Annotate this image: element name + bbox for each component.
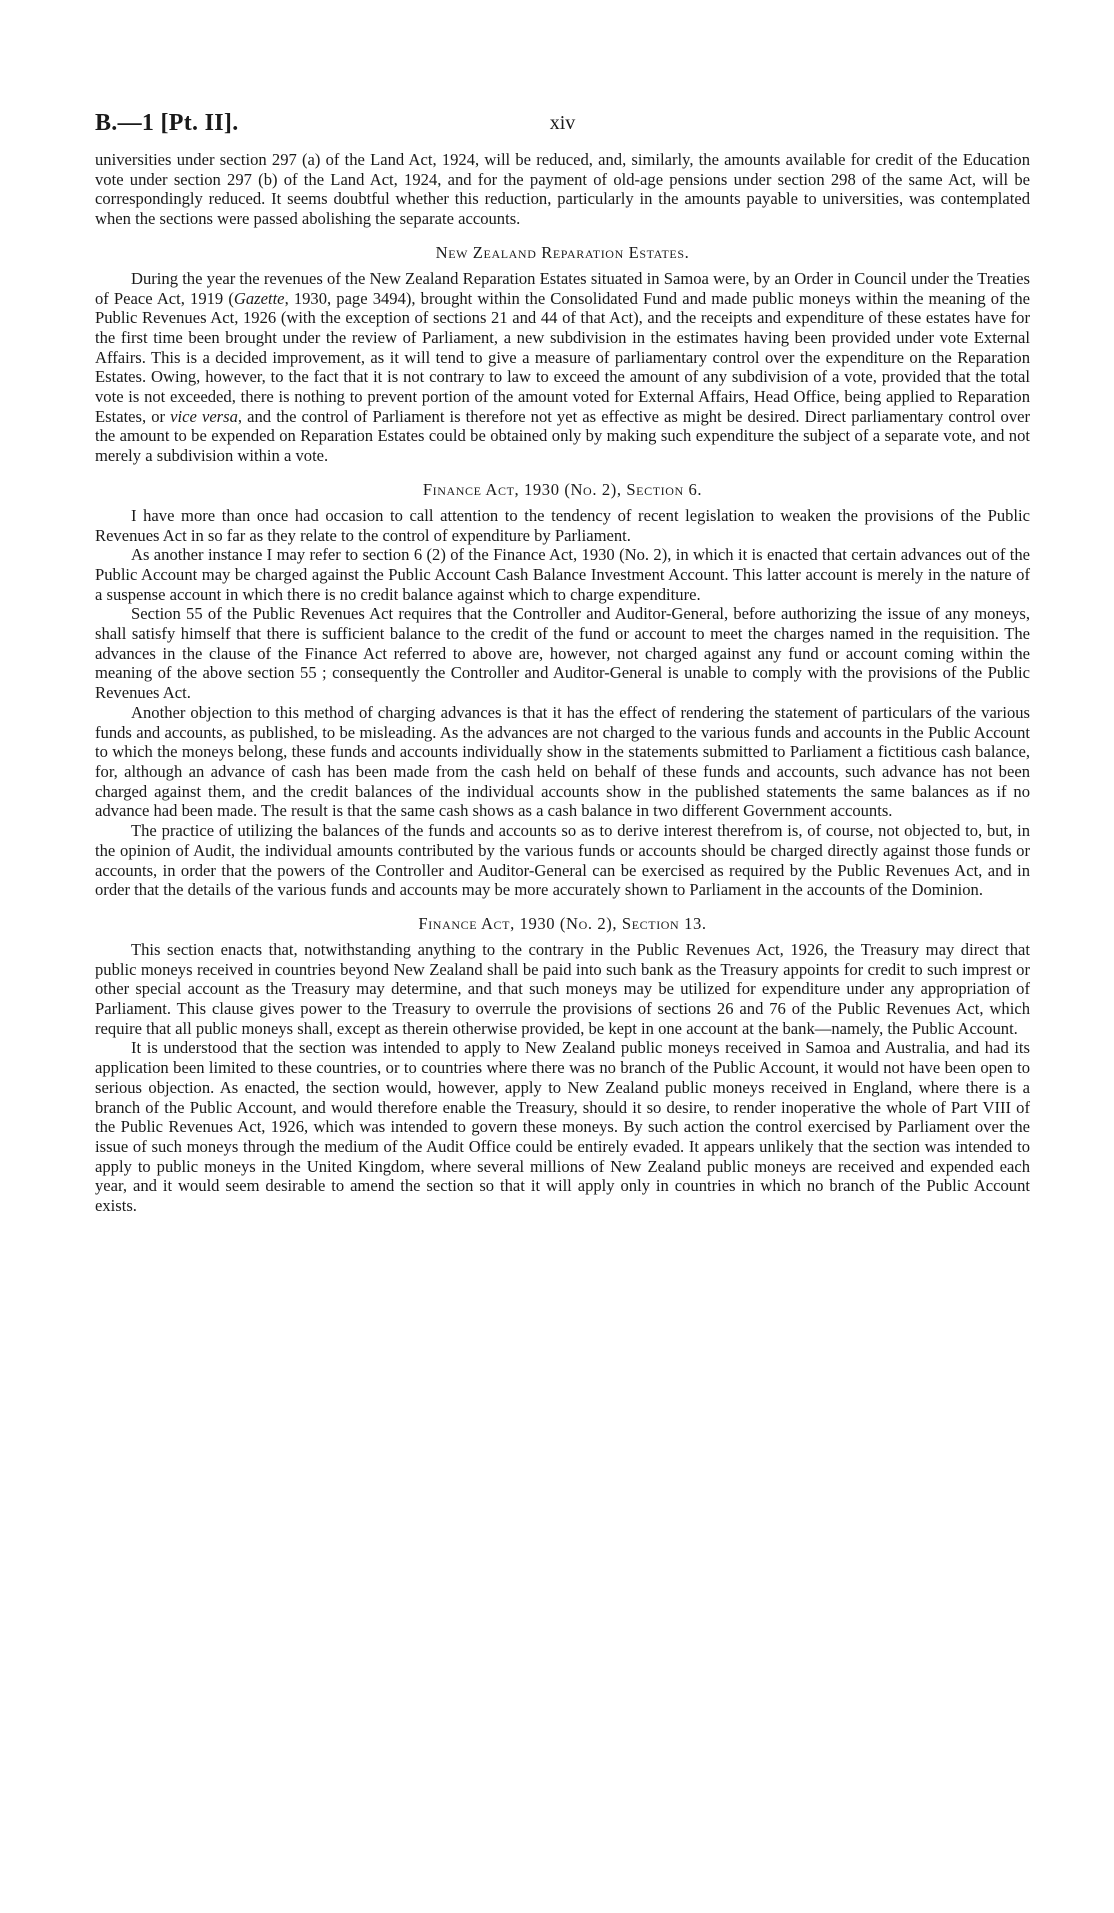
finance-s6-paragraph-5: The practice of utilizing the balances of the funds and accounts so as to derive interest therefrom is, of course, not objected to, but, in the opinion of Audit, the individual amounts contributed by the various funds or accounts should be charged directly against those funds or accounts, in order that the powers of the Controller and Auditor-General can be exercised as required by the Public Revenues Act, and in order that the details of the various funds and accounts may be more accurately shown to Parliament in the accounts of the Dominion. [95,821,1030,900]
section-heading-finance-act-s6: Finance Act, 1930 (No. 2), Section 6. [422,479,703,499]
finance-s6-paragraph-2: As another instance I may refer to section 6 (2) of the Finance Act, 1930 (No. 2), in which it is enacted that certain advances out of the Public Account may be charged against the Public Account Cash Balance Investment Account. This latter account is merely in the nature of a suspense account in which there is no credit balance against which to charge expenditure. [95,545,1030,604]
section-heading-finance-act-s13: Finance Act, 1930 (No. 2), Section 13. [418,913,707,933]
section-heading-reparation-estates: New Zealand Reparation Estates. [435,242,690,262]
finance-s13-paragraph-2: It is understood that the section was intended to apply to New Zealand public moneys received in Samoa and Australia, and had its application been limited to these countries, or to countries where there was no branch of the Public Account, it would not have been open to serious objection. As enacted, the section would, however, apply to New Zealand public moneys received in England, where there is a branch of the Public Account, and would therefore enable the Treasury, should it so desire, to render inoperative the whole of Part VIII of the Public Revenues Act, 1926, which was intended to govern these moneys. By such action the control exercised by Parliament over the issue of such moneys through the medium of the Audit Office could be entirely evaded. It appears unlikely that the section was intended to apply to public moneys in the United Kingdom, where several millions of New Zealand public moneys are received and expended each year, and it would seem desirable to amend the section so that it will apply only in countries in which no branch of the Public Account exists. [95,1038,1030,1216]
finance-s6-paragraph-4: Another objection to this method of charging advances is that it has the effect of rendering the statement of particulars of the various funds and accounts, as published, to be misleading. As the advances are not charged to the various funds and accounts in the Public Account to which the moneys belong, these funds and accounts individually show in the statements submitted to Parliament a fictitious cash balance, for, although an advance of cash has been made from the cash held on behalf of these funds and accounts, such advance has not been charged against them, and the credit balances of the individual accounts show in the published statements the same balances as if no advance had been made. The result is that the same cash shows as a cash balance in two different Government accounts. [95,702,1030,821]
document-reference: B.—1 [Pt. II]. [95,110,239,136]
finance-s13-paragraph-1: This section enacts that, notwithstanding anything to the contrary in the Public Revenues Act, 1926, the Treasury may direct that public moneys received in countries beyond New Zealand shall be paid into such bank as the Treasury appoints for credit to such imprest or other special account as the Treasury may determine, and that such moneys may be utilized for expenditure under any appropriation of Parliament. This clause gives power to the Treasury to overrule the provisions of sections 26 and 76 of the Public Revenues Act, which require that all public moneys shall, except as therein otherwise provided, be kept in one account at the bank—namely, the Public Account. [95,939,1030,1038]
reparation-paragraph-1: During the year the revenues of the New Zealand Reparation Estates situated in Samoa were, by an Order in Council under the Treaties of Peace Act, 1919 (Gazette, 1930, page 3494), brought within the Consolidated Fund and made public moneys within the meaning of the Public Revenues Act, 1926 (with the exception of sections 21 and 44 of that Act), and the receipts and expenditure of these estates have for the first time been brought under the review of Parliament, a new subdivision in the estimates having been provided under vote External Affairs. This is a decided improvement, as it will tend to give a measure of parliamentary control over the expenditure on the Reparation Estates. Owing, however, to the fact that it is not contrary to law to exceed the amount of any subdivision of a vote, provided that the total vote is not exceeded, there is nothing to prevent portion of the amount voted for External Affairs, Head Office, being applied to Reparation Estates, or vice versa, and the control of Parliament is therefore not yet as effective as might be desired. Direct parliamentary control over the amount to be expended on Reparation Estates could be obtained only by making such expenditure the subject of a separate vote, and not merely a subdivision within a vote. [95,268,1031,466]
intro-paragraph: universities under section 297 (a) of the Land Act, 1924, will be reduced, and, similarly, the amounts available for credit of the Education vote under section 297 (b) of the Land Act, 1924, and for the payment of old-age pensions under section 298 of the same Act, will be correspondingly reduced. It seems doubtful whether this reduction, particularly in the amounts payable to universities, was contemplated when the sections were passed abolishing the separate accounts. [95,150,1030,229]
finance-s6-paragraph-1: I have more than once had occasion to call attention to the tendency of recent legislation to weaken the provisions of the Public Revenues Act in so far as they relate to the control of expenditure by Parliament. [95,505,1030,545]
page-number: xiv [549,112,576,134]
finance-s6-paragraph-3: Section 55 of the Public Revenues Act requires that the Controller and Auditor-General, before authorizing the issue of any moneys, shall satisfy himself that there is sufficient balance to the credit of the fund or account to meet the charges named in the requisition. The advances in the clause of the Finance Act referred to above are, however, not charged against any fund or account coming within the meaning of the above section 55 ; consequently the Controller and Auditor-General is unable to comply with the provisions of the Public Revenues Act. [95,604,1030,703]
running-header [95,110,1030,150]
document-page [95,110,1030,1216]
